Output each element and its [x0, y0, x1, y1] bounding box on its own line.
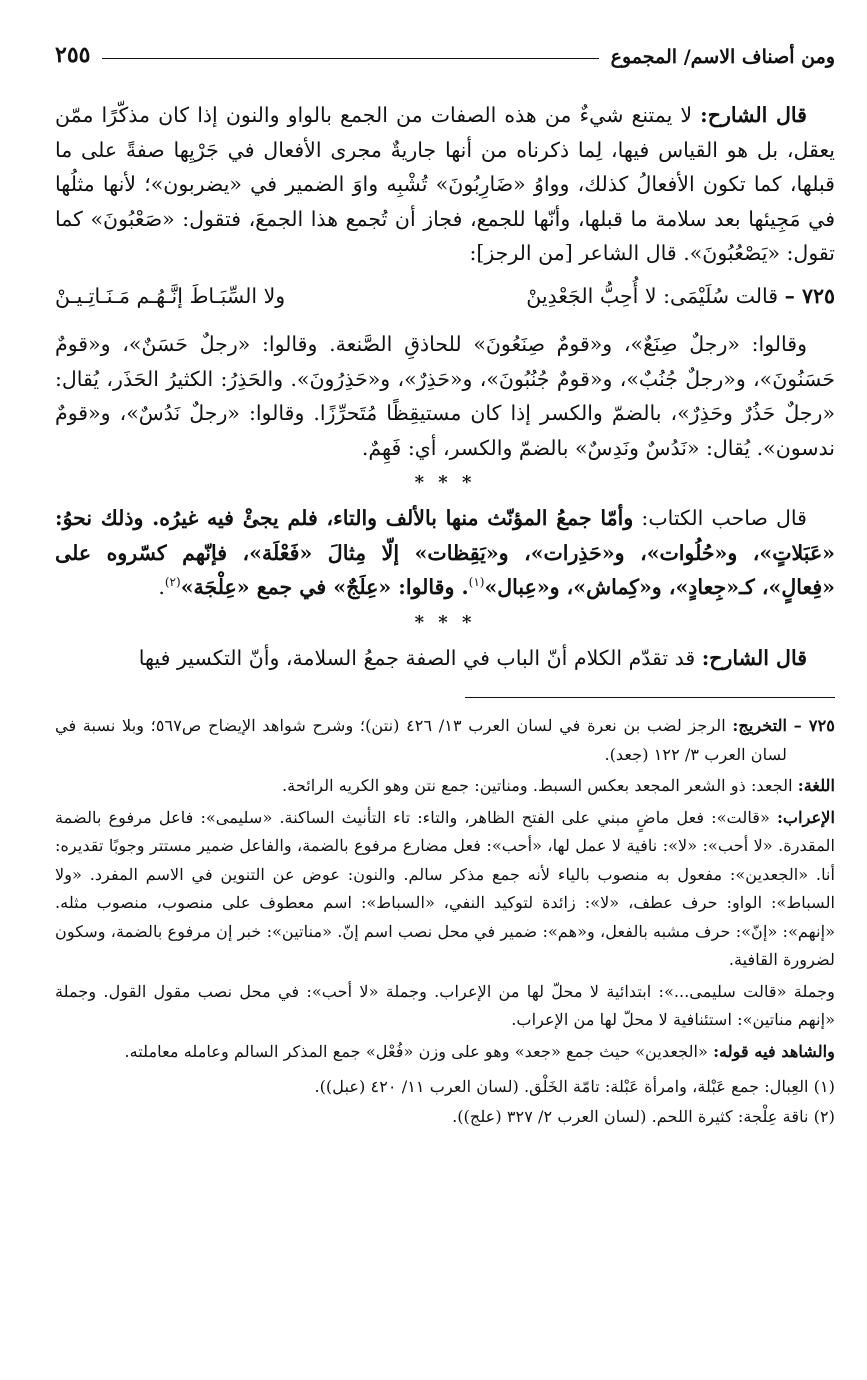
- takhrij-note: [55, 712, 835, 769]
- section-separator: * * *: [414, 611, 476, 633]
- footnote-2: (٢) ناقة عِلْجة: كثيرة اللحم. (لسان العرب ٢/ ٣٢٧ (علج)).: [452, 1107, 835, 1126]
- lugha-text: الجعد: ذو الشعر المجعد بعكس السبط. ومناتين: جمع نتن وهو الكريه الرائحة.: [282, 776, 793, 795]
- commentary-text: قد تقدّم الكلام أنّ الباب في الصفة جمعُ السلامة، وأنّ التكسير فيها: [138, 645, 696, 670]
- running-title: ومن أصناف الاسم/ المجموع: [610, 46, 835, 68]
- header-rule: [102, 58, 598, 59]
- commentary-text: لا يمتنع شيءٌ من هذه الصفات من الجمع بالواو والنون إذا كان مذكّرًا ممّن يعقل، بل هو القياس فيها، لِما ذكرناه من أنها جاريةٌ مجرى الأفعال في جَرْيِها صفةً على ما قبلها، كما تكون الأفعالُ كذلك، وواوُ «ضَارِبُونَ» تُشْبِه واوَ الضمير في «يضربون»؛ لأنها مثلُها في مَجِيئها بعد سلامة ما قبلها، وأنّها للجمع، فجاز أن تُجمع هذا الجمعَ، فتقول: «صَعْبُونَ» كما تقول: «يَصْعُبُونَ». قال الشاعر [من الرجز]:: [55, 103, 835, 265]
- lugha-note: [55, 772, 835, 801]
- footnote-rule: [465, 697, 835, 698]
- main-text: [55, 98, 835, 675]
- verse-second-hemistich: ولا السِّبَـاطَ إنَّـهُـم مَـنَـاتِـيـنْ: [55, 283, 286, 308]
- verse-number: ٧٢٥ –: [784, 283, 835, 308]
- jumla-note: وجملة «قالت سليمى...»: ابتدائية لا محلّ لها من الإعراب. وجملة «لا أحب»: في محل نصب مقول القول. وجملة «إنهم مناتين»: استئنافية لا محلّ لها من الإعراب.: [55, 981, 835, 1029]
- commentary-paragraph-2: [55, 641, 835, 676]
- irab-text: «قالت»: فعل ماضٍ مبني على الفتح الظاهر، والتاء: تاء التأنيث الساكنة. «سليمى»: فاعل مرفوع بالضمة المقدرة. «لا أحب»: «لا»: نافية لا عمل لها، «أحب»: فعل مضارع مرفوع بالضمة، والفاعل ضمير مستتر وجوبًا تقديره: أنا. «الجعدين»: مفعول به منصوب بالياء لأنه جمع مذكر سالم. والنون: عوض عن التنوين في الاسم المفرد. «ولا السباط»: الواو: حرف عطف، «لا»: زائدة لتوكيد النفي، «السباط»: اسم معطوف على منصوب، منصوب مثله. «إنهم»: «إنّ»: حرف مشبه بالفعل، و«هم»: ضمير في محل نصب اسم إنّ. «مناتين»: خبر إن مرفوع بالضمة، وسكون لضرورة القافية.: [55, 807, 835, 969]
- irab-label: الإعراب:: [776, 807, 835, 827]
- explanation-paragraph: وقالوا: «رجلٌ صِنَعٌ»، و«قومٌ صِنَعُونَ» للحاذقِ الصَّنعة. وقالوا: «رجلٌ حَسَنٌ»، و«قومٌ حَسَنُونَ»، و«رجلٌ جُنُبٌ»، و«قومٌ جُنُبُونَ»، و«حَذِرٌ»، و«حَذِرُونَ». والحَذِرُ: الكثيرُ الحَذَر، يُقال: «رجلٌ حَذُرٌ وحَذِرٌ»، بالضمّ والكسر إذا كان مستيقِظًا مُتَحرِّزًا. وقالوا: «رجلٌ نَدُسٌ»، و«قومٌ ندسون». يُقال: «نَدُسٌ ونَدِسٌ» بالضمّ والكسر، أي: فَهِمٌ.: [55, 332, 835, 460]
- footnote-1: (١) العِبال: جمع عَبْلة، وامرأة عَبْلة: تامّة الخَلْق. (لسان العرب ١١/ ٤٢٠ (عبل)).: [314, 1077, 835, 1096]
- verse-notes: [55, 712, 835, 1066]
- takhrij-text: الرجز لضب بن نعرة في لسان العرب ١٣/ ٤٢٦ (نتن)؛ وشرح شواهد الإيضاح ص٥٦٧؛ وبلا نسبة في لسان العرب ٣/ ١٢٢ (جعد).: [55, 716, 787, 764]
- commentary-paragraph: [55, 98, 835, 271]
- author-text-cont: . وقالوا: «عِلَجٌ» في جمع «عِلْجَة»: [180, 575, 469, 599]
- note-number: ٧٢٥ –: [793, 716, 835, 735]
- commentator-label: قال الشارح:: [701, 645, 807, 670]
- author-paragraph: [55, 501, 835, 605]
- irab-note: [55, 804, 835, 975]
- page-header: [55, 28, 835, 68]
- poetry-verse: [55, 279, 835, 314]
- page-number: ٢٥٥: [55, 42, 91, 68]
- footnote-ref-2[interactable]: (٢): [164, 575, 181, 590]
- section-separator: * * *: [414, 472, 476, 493]
- book-page: [55, 28, 835, 1132]
- commentator-label: قال الشارح:: [700, 103, 807, 127]
- author-label: قال صاحب الكتاب:: [641, 506, 807, 530]
- footnote-ref-1[interactable]: (١): [468, 575, 485, 590]
- lugha-label: اللغة:: [797, 776, 835, 795]
- shahid-label: والشاهد فيه قوله:: [713, 1041, 835, 1061]
- author-text: وأمّا جمعُ المؤنّث منها بالألف والتاء، فلم يجئْ فيه غيرُه. وذلك نحوُ: «عَبَلاتٍ»، و«حُلُوات»، و«حَذِرات»، و«يَقِظات» إلّا مِثالَ «فَعْلَة»، فإنّهم كسّروه على «فِعالٍ»، كـ«جِعادٍ»، و«كِماش»، و«عِبال»: [55, 506, 835, 599]
- shahid-text: «الجعدين» حيث جمع «جعد» وهو على وزن «فُعْل» جمع المذكر السالم وعامله معاملته.: [124, 1041, 708, 1061]
- verse-first-text: قالت سُلَيْمَى: لا أُحِبُّ الجَعْدِينْ: [526, 283, 779, 308]
- shahid-note: [55, 1038, 835, 1067]
- sentence-end: .: [158, 575, 165, 599]
- takhrij-label: التخريج:: [732, 716, 788, 735]
- footnotes: [55, 1072, 835, 1132]
- verse-first-hemistich: [526, 279, 835, 314]
